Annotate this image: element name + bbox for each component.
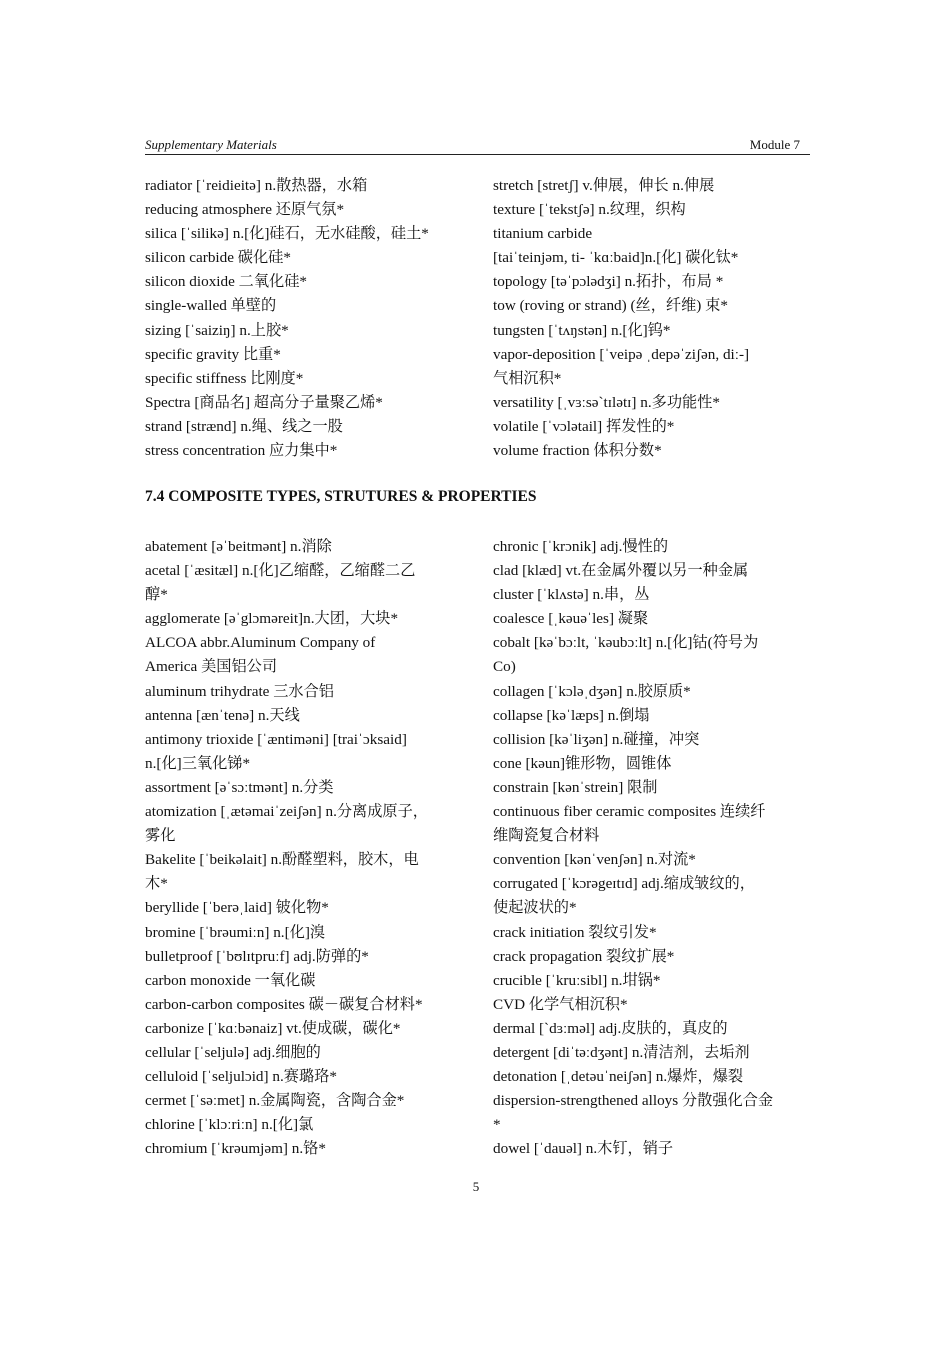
glossary-entry: convention [kənˈvenʃən] n.对流* [493, 851, 696, 869]
glossary-entry: corrugated [ˈkɔrəgeɪtɪd] adj.缩成皱纹的， [493, 875, 755, 893]
glossary-entry: constrain [kənˈstrein] 限制 [493, 778, 658, 796]
glossary-entry: cobalt [kəˈbɔːlt, ˈkəubɔːlt] n.[化]钴(符号为 [493, 634, 759, 652]
glossary-entry: 醇* [145, 586, 168, 604]
glossary-entry: silicon dioxide 二氧化硅* [145, 273, 307, 291]
glossary-entry: crucible [ˈkruːsibl] n.坩锅* [493, 971, 661, 989]
glossary-entry: silicon carbide 碳化硅* [145, 249, 291, 267]
glossary-entry: crack propagation 裂纹扩展* [493, 947, 675, 965]
glossary-entry: single-walled 单壁的 [145, 297, 277, 315]
glossary-entry: continuous fiber ceramic composites 连续纤 [493, 803, 766, 821]
glossary-entry: collision [kəˈliʒən] n.碰撞，冲突 [493, 730, 700, 748]
glossary-entry: beryllide [ˈberəˌlaid] 铍化物* [145, 899, 329, 917]
glossary-entry: dowel [ˈdauəl] n.木钉，销子 [493, 1140, 674, 1158]
glossary-entry: 使起波状的* [493, 899, 577, 917]
glossary-entry: CVD 化学气相沉积* [493, 995, 628, 1013]
glossary-entry: Spectra [商品名] 超高分子量聚乙烯* [145, 393, 383, 411]
glossary-entry: versatility [ˌvɜːsəˋtɪlətɪ] n.多功能性* [493, 393, 720, 411]
page-number: 5 [472, 1179, 480, 1194]
glossary-entry: chronic [ˈkrɔnik] adj.慢性的 [493, 538, 669, 555]
glossary-entry: * [493, 1116, 501, 1134]
glossary-entry: carbonize [ˈkɑːbənaiz] vt.使成碳，碳化* [145, 1019, 401, 1037]
glossary-entry: stress concentration 应力集中* [145, 442, 338, 460]
glossary-entry: cellular [ˈseljulə] adj.细胞的 [145, 1043, 321, 1061]
glossary-entry: coalesce [ˌkəuəˈles] 凝聚 [493, 610, 649, 628]
page-header [145, 134, 810, 155]
glossary-entry: titanium carbide [493, 225, 593, 243]
glossary-entry: collapse [kəˈlæps] n.倒塌 [493, 706, 650, 724]
glossary-entry: acetal [ˈæsitæl] n.[化]乙缩醛，乙缩醛二乙 [145, 562, 416, 580]
section2-right-column [493, 535, 813, 1161]
glossary-entry: bulletproof [ˈbʊlɪtpruːf] adj.防弹的* [145, 947, 369, 965]
glossary-entry: detonation [ˌdetəuˈneiʃən] n.爆炸，爆裂 [493, 1068, 744, 1086]
glossary-entry: volatile [ˈvɔlətail] 挥发性的* [493, 417, 675, 435]
glossary-entry: silica [ˈsilikə] n.[化]硅石，无水硅酸，硅土* [145, 225, 429, 243]
glossary-entry: texture [ˈtekstʃə] n.纹理，织构 [493, 201, 686, 219]
glossary-entry: antimony trioxide [ˈæntiməni] [traiˈɔksaid] [145, 730, 407, 748]
glossary-entry: abatement [əˈbeitmənt] n.消除 [145, 538, 332, 555]
glossary-entry: collagen [ˈkɔləˌdʒən] n.胶原质* [493, 682, 691, 700]
glossary-entry: 维陶瓷复合材料 [493, 827, 600, 845]
section2-left-column [145, 535, 475, 1161]
glossary-entry: dermal [ˋdɜːməl] adj.皮肤的，真皮的 [493, 1019, 728, 1037]
glossary-entry: ALCOA abbr.Aluminum Company of [145, 634, 376, 652]
glossary-entry: 雾化 [145, 827, 176, 845]
glossary-entry: America 美国铝公司 [145, 658, 278, 676]
glossary-entry: Bakelite [ˈbeikəlait] n.酚醛塑料，胶木，电 [145, 851, 419, 869]
glossary-entry: carbon-carbon composites 碳－碳复合材料* [145, 995, 423, 1013]
glossary-entry: tow (roving or strand) (丝，纤维) 束* [493, 297, 728, 315]
glossary-entry: topology [təˈpɔlədʒi] n.拓扑，布局 * [493, 273, 724, 291]
glossary-entry: vapor-deposition [ˈveipə ˌdepəˈziʃən, diː-] [493, 345, 750, 363]
glossary-entry: carbon monoxide 一氧化碳 [145, 971, 316, 989]
glossary-entry: stretch [stretʃ] v.伸展，伸长 n.伸展 [493, 177, 715, 194]
glossary-entry: cluster [ˈklʌstə] n.串，丛 [493, 586, 650, 604]
glossary-entry: aluminum trihydrate 三水合铝 [145, 682, 334, 700]
glossary-entry: assortment [əˈsɔːtmənt] n.分类 [145, 778, 334, 796]
glossary-entry: Co) [493, 658, 516, 676]
glossary-entry: 气相沉积* [493, 369, 562, 387]
glossary-entry: celluloid [ˈseljulɔid] n.赛璐珞* [145, 1068, 337, 1086]
glossary-entry: clad [klæd] vt.在金属外覆以另一种金属 [493, 562, 749, 580]
glossary-entry: radiator [ˈreidieitə] n.散热器，水箱 [145, 177, 368, 194]
section-heading: 7.4 COMPOSITE TYPES, STRUTURES & PROPERTIES [145, 488, 537, 505]
section1-left-column [145, 174, 475, 463]
glossary-entry: tungsten [ˈtʌŋstən] n.[化]钨* [493, 321, 671, 339]
glossary-entry: sizing [ˈsaiziŋ] n.上胶* [145, 321, 289, 339]
glossary-entry: chlorine [ˈklɔːriːn] n.[化]氯 [145, 1116, 314, 1134]
glossary-entry: antenna [ænˈtenə] n.天线 [145, 706, 300, 724]
glossary-entry: specific gravity 比重* [145, 345, 281, 363]
glossary-entry: volume fraction 体积分数* [493, 442, 662, 460]
glossary-entry: cone [kəun]锥形物，圆锥体 [493, 754, 672, 772]
section1-right-column [493, 174, 813, 463]
glossary-entry: bromine [ˈbrəumiːn] n.[化]溴 [145, 923, 326, 941]
glossary-entry: atomization [ˌætəmaiˈzeiʃən] n.分离成原子， [145, 803, 428, 821]
glossary-entry: crack initiation 裂纹引发* [493, 923, 657, 941]
glossary-entry: 木* [145, 875, 168, 893]
glossary-entry: chromium [ˈkrəumjəm] n.铬* [145, 1140, 326, 1158]
glossary-entry: agglomerate [əˈglɔməreit]n.大团，大块* [145, 610, 399, 628]
glossary-entry: reducing atmosphere 还原气氛* [145, 201, 345, 219]
glossary-entry: cermet [ˈsəːmet] n.金属陶瓷，含陶合金* [145, 1092, 405, 1110]
glossary-entry: [taiˈteinjəm, ti- ˈkɑːbaid]n.[化] 碳化钛* [493, 249, 739, 267]
glossary-entry: strand [strænd] n.绳、线之一股 [145, 417, 343, 435]
header-title: Supplementary Materials [145, 137, 277, 152]
glossary-entry: dispersion-strengthened alloys 分散强化合金 [493, 1092, 774, 1110]
glossary-entry: n.[化]三氧化锑* [145, 754, 251, 772]
glossary-entry: detergent [diˈtəːdʒənt] n.清洁剂，去垢剂 [493, 1043, 750, 1061]
header-module: Module 7 [749, 137, 800, 152]
glossary-entry: specific stiffness 比刚度* [145, 369, 304, 387]
